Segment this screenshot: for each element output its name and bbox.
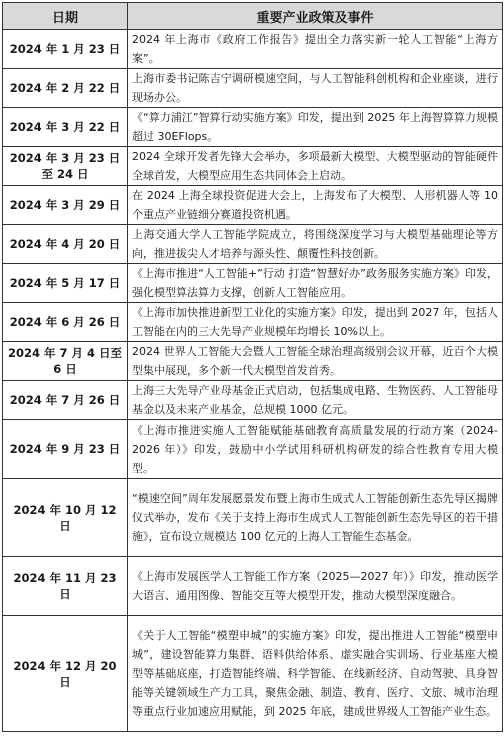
row-event: 《上海市推进“人工智能+”行动 打造“智慧好办”政务服务实施方案》印发，强化模型算法算力支撑，创新人工智能应用。 — [128, 264, 503, 303]
header-date: 日期 — [3, 3, 128, 30]
table-row — [3, 616, 503, 732]
row-event: 2024 年上海市《政府工作报告》提出全力落实新一轮人工智能“上海方案”。 — [128, 30, 503, 69]
table-row — [3, 479, 503, 557]
row-date: 2024 年 9 月 23 日 — [3, 420, 128, 479]
table-row — [3, 186, 503, 225]
table-row — [3, 342, 503, 381]
row-event: 上海市委书记陈吉宁调研模速空间，与人工智能科创机构和企业座谈，进行现场办公。 — [128, 69, 503, 108]
table-row — [3, 557, 503, 616]
row-date: 2024 年 3 月 22 日 — [3, 108, 128, 147]
row-date: 2024 年 3 月 23 日至 24 日 — [3, 147, 128, 186]
row-event: 《上海市加快推进新型工业化的实施方案》印发，提出到 2027 年，包括人工智能在内的三大先导产业规模年均增长 10%以上。 — [128, 303, 503, 342]
row-event: 上海三大先导产业母基金正式启动，包括集成电路、生物医药、人工智能母基金以及未来产业基金，总规模 1000 亿元。 — [128, 381, 503, 420]
row-date: 2024 年 5 月 17 日 — [3, 264, 128, 303]
row-event: 2024 世界人工智能大会暨人工智能全球治理高级别会议开幕，近百个大模型集中展现，多个新一代大模型首发首秀。 — [128, 342, 503, 381]
row-date: 2024 年 7 月 26 日 — [3, 381, 128, 420]
row-event: 《关于人工智能“模塑申城”的实施方案》印发，提出推进人工智能“模塑申城”，建设智能算力集群、语料供给体系、虚实融合实训场、行业基座大模型等基础底座，打造智能终端、科学智能、在线新经济、自动驾驶、具身智能等关键领域生产力工具，聚焦金融、制造、教育、医疗、文旅、城市治理等重点行业加速应用赋能，到 2025 年底，建成世界级人工智能产业生态。 — [128, 616, 503, 732]
table-row — [3, 225, 503, 264]
header-event: 重要产业政策及事件 — [128, 3, 503, 30]
row-date: 2024 年 1 月 23 日 — [3, 30, 128, 69]
row-date: 2024 年 2 月 22 日 — [3, 69, 128, 108]
row-date: 2024 年 6 月 26 日 — [3, 303, 128, 342]
row-event: 上海交通大学人工智能学院成立，将围绕深度学习与大模型基础理论等方向，推进拔尖人才培养与源头性、颠覆性科技创新。 — [128, 225, 503, 264]
row-date: 2024 年 11 月 23 日 — [3, 557, 128, 616]
table-row — [3, 108, 503, 147]
row-date: 2024 年 7 月 4 日至 6 日 — [3, 342, 128, 381]
row-date: 2024 年 12 月 20 日 — [3, 616, 128, 732]
row-event: 《上海市发展医学人工智能工作方案（2025—2027 年）》印发，推动医学大语言、通用图像、智能交互等大模型开发，推动大模型深度融合。 — [128, 557, 503, 616]
policy-events-table — [2, 2, 503, 732]
row-event: 在 2024 上海全球投资促进大会上，上海发布了大模型、人形机器人等 10 个重点产业链细分赛道投资机遇。 — [128, 186, 503, 225]
table-row — [3, 381, 503, 420]
row-event: “模速空间”周年发展愿景发布暨上海市生成式人工智能创新生态先导区揭牌仪式举办，发布《关于支持上海市生成式人工智能创新生态先导区的若干措施》，宣布设立规模达 100 亿元的上海人工智能生态基金。 — [128, 479, 503, 557]
table-row — [3, 30, 503, 69]
row-date: 2024 年 3 月 29 日 — [3, 186, 128, 225]
table-row — [3, 264, 503, 303]
row-date: 2024 年 10 月 12 日 — [3, 479, 128, 557]
row-event: 《上海市推进实施人工智能赋能基础教育高质量发展的行动方案（2024-2026 年）》印发，鼓励中小学试用科研机构研发的综合性教育专用大模型。 — [128, 420, 503, 479]
row-event: 《“算力浦江”智算行动实施方案》印发，提出到 2025 年上海智算算力规模超过 30EFlops。 — [128, 108, 503, 147]
table-row — [3, 420, 503, 479]
table-row — [3, 147, 503, 186]
table-header-row — [3, 3, 503, 30]
row-event: 2024 全球开发者先锋大会举办，多项最新大模型、大模型驱动的智能硬件全球首发，大模型应用生态共同体会上启动。 — [128, 147, 503, 186]
row-date: 2024 年 4 月 20 日 — [3, 225, 128, 264]
table-row — [3, 303, 503, 342]
table-row — [3, 69, 503, 108]
